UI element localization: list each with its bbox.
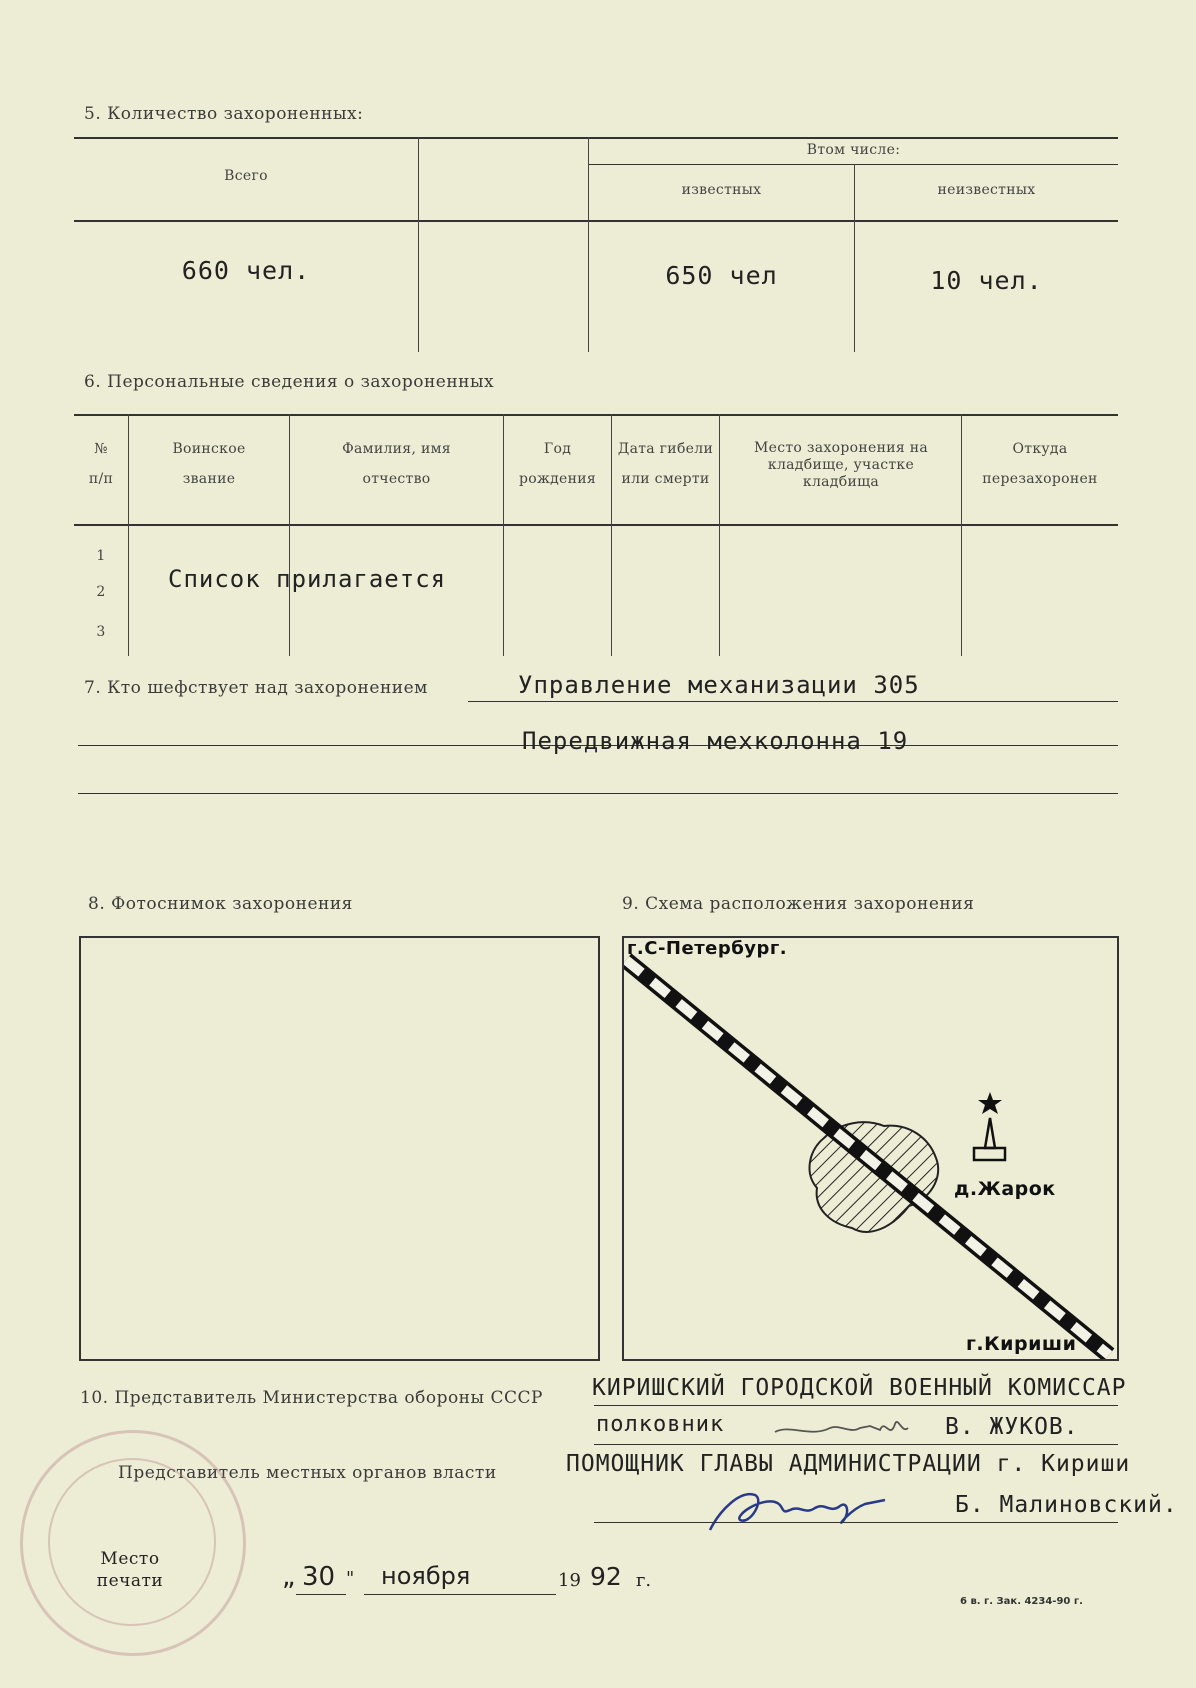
- header-year: [504, 441, 611, 487]
- header-num-line2: п/п: [88, 471, 114, 487]
- list-attached-note: Список прилагается: [168, 565, 447, 593]
- date-day-line: [296, 1594, 346, 1595]
- header-name: [290, 441, 503, 487]
- row-number: 1: [96, 548, 106, 564]
- patron-line2: Передвижная мехколонна 19: [522, 727, 909, 755]
- header-from: [962, 441, 1118, 487]
- date-month: ноября: [381, 1562, 471, 1590]
- section-6-title: 6. Персональные сведения о захороненных: [84, 372, 495, 392]
- header-from-line2: перезахоронен: [982, 471, 1098, 487]
- date-year-unit: г.: [636, 1570, 652, 1591]
- header-known: известных: [681, 182, 762, 198]
- map-label-bottom: г.Кириши: [966, 1333, 1077, 1355]
- header-death-line1: Дата гибели: [617, 441, 714, 457]
- star-icon: [978, 1092, 1002, 1114]
- date-year-prefix: 19: [558, 1570, 581, 1591]
- monument-base: [974, 1148, 1005, 1160]
- patron-line1: Управление механизации 305: [518, 671, 920, 699]
- header-death-line2: или смерти: [621, 471, 710, 487]
- date-day-close-quote: ": [346, 1568, 355, 1589]
- section-7-label: 7. Кто шефствует над захоронением: [84, 678, 428, 698]
- print-code: 6 в. г. Зак. 4234-90 г.: [960, 1596, 1083, 1607]
- header-total: Всего: [224, 168, 268, 184]
- location-map: [622, 936, 1119, 1361]
- header-rank-line1: Воинское: [172, 441, 246, 457]
- map-label-top: г.С-Петербург.: [627, 938, 788, 959]
- header-num-line1: №: [94, 441, 108, 457]
- mod-organization: КИРИШСКИЙ ГОРОДСКОЙ ВОЕННЫЙ КОМИССАР: [592, 1375, 1127, 1401]
- row-number: 2: [96, 584, 106, 600]
- section7-line: [78, 793, 1118, 794]
- header-name-line2: отчество: [362, 471, 431, 487]
- header-including: Втом числе:: [806, 142, 901, 158]
- header-name-line1: Фамилия, имя: [342, 441, 451, 457]
- date-month-line: [364, 1594, 556, 1595]
- local-organization: ПОМОЩНИК ГЛАВЫ АДМИНИСТРАЦИИ г. Кириши: [566, 1451, 1131, 1477]
- mod-name: В. ЖУКОВ.: [945, 1414, 1079, 1440]
- section-9-title: 9. Схема расположения захоронения: [622, 894, 975, 914]
- header-death: [612, 441, 719, 487]
- row-number: 3: [96, 624, 106, 640]
- value-total: 660 чел.: [181, 256, 311, 285]
- section-8-title: 8. Фотоснимок захоронения: [88, 894, 353, 914]
- table5-top-border: [74, 137, 1118, 139]
- header-place: Место захоронения на кладбище, участке кладбища: [753, 440, 929, 490]
- header-year-line1: Год: [543, 441, 572, 457]
- value-unknown: 10 чел.: [930, 266, 1043, 295]
- official-stamp-inner: [48, 1458, 216, 1626]
- header-year-line2: рождения: [518, 471, 597, 487]
- signature-line: [594, 1405, 1118, 1406]
- table5-divider: [418, 137, 419, 352]
- stamp-place-label: [90, 1548, 170, 1592]
- header-from-line1: Откуда: [1012, 441, 1068, 457]
- header-unknown: неизвестных: [937, 182, 1036, 198]
- table6-divider: [719, 414, 720, 656]
- stamp-place-line2: печати: [96, 1571, 164, 1591]
- signature-line: [594, 1522, 1118, 1523]
- date-day: 30: [302, 1562, 336, 1592]
- date-day-open-quote: „: [282, 1562, 296, 1592]
- local-name: Б. Малиновский.: [955, 1492, 1178, 1518]
- local-signature: [700, 1470, 890, 1540]
- section-5-title: 5. Количество захороненных:: [84, 104, 364, 124]
- map-label-village: д.Жарок: [954, 1178, 1056, 1200]
- table5-divider: [588, 137, 589, 352]
- section-10-mod-label: 10. Представитель Министерства обороны СССР: [80, 1388, 543, 1408]
- date-year-suffix: 92: [590, 1562, 622, 1591]
- mod-signature: [770, 1410, 920, 1446]
- signature-line: [594, 1444, 1118, 1445]
- header-num: [74, 441, 128, 487]
- mod-rank: полковник: [596, 1412, 725, 1437]
- map-drawing: [624, 938, 1117, 1359]
- value-known: 650 чел: [665, 261, 778, 290]
- stamp-place-line1: Место: [100, 1549, 160, 1569]
- village-area: [810, 1122, 939, 1232]
- photo-frame: [79, 936, 600, 1361]
- section-10-local-label: Представитель местных органов власти: [118, 1463, 497, 1483]
- table5-header-bottom: [74, 220, 1118, 222]
- section7-line: [468, 701, 1118, 702]
- obelisk-icon: [985, 1118, 995, 1148]
- header-rank-line2: звание: [182, 471, 236, 487]
- header-rank: [129, 441, 289, 487]
